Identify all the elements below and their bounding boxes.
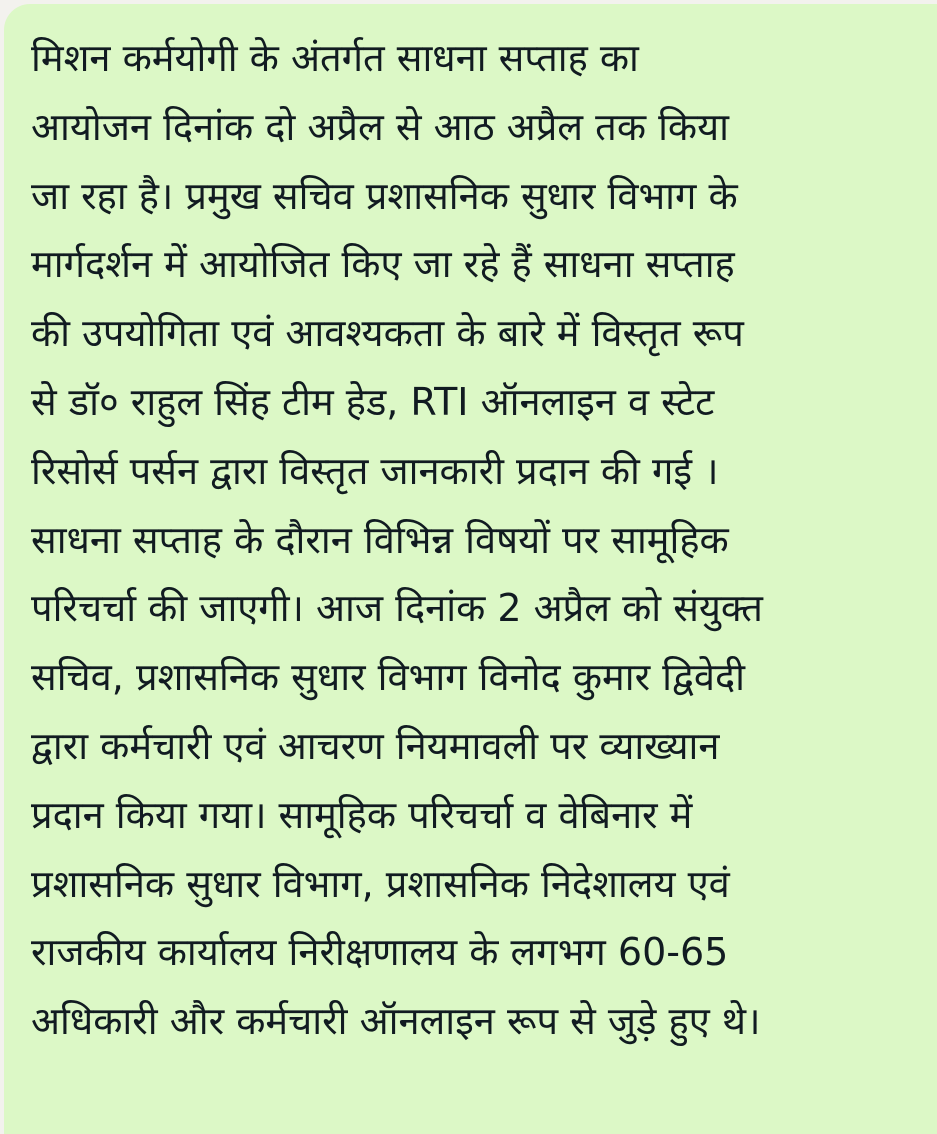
message-line: राजकीय कार्यालय निरीक्षणालय के लगभग 60-65 [31, 930, 729, 975]
message-line: सचिव, प्रशासनिक सुधार विभाग विनोद कुमार द्विवेदी [31, 655, 746, 700]
message-bubble[interactable] [4, 4, 937, 1134]
message-line: प्रशासनिक सुधार विभाग, प्रशासनिक निदेशालय एवं [31, 861, 730, 906]
message-line: मिशन कर्मयोगी के अंतर्गत साधना सप्ताह का [31, 36, 639, 80]
message-line: द्वारा कर्मचारी एवं आचरण नियमावली पर व्याख्यान [31, 723, 720, 768]
message-line: मार्गदर्शन में आयोजित किए जा रहे हैं साधना सप्ताह [31, 242, 735, 287]
message-line: अधिकारी और कर्मचारी ऑनलाइन रूप से जुड़े हुए थे। [31, 999, 761, 1044]
message-line: रिसोर्स पर्सन द्वारा विस्तृत जानकारी प्रदान की गई । [31, 448, 719, 493]
message-line: जा रहा है। प्रमुख सचिव प्रशासनिक सुधार विभाग के [31, 173, 738, 218]
message-line: आयोजन दिनांक दो अप्रैल से आठ अप्रैल तक किया [31, 104, 729, 149]
message-line: परिचर्चा की जाएगी। आज दिनांक 2 अप्रैल को संयुक्त [31, 586, 763, 631]
message-line: प्रदान किया गया। सामूहिक परिचर्चा व वेबिनार में [31, 792, 693, 837]
message-line: की उपयोगिता एवं आवश्यकता के बारे में विस्तृत रूप [31, 311, 744, 356]
message-line: से डॉ० राहुल सिंह टीम हेड, RTI ऑनलाइन व स्टेट [31, 379, 715, 424]
message-line: साधना सप्ताह के दौरान विभिन्न विषयों पर सामूहिक [31, 517, 729, 562]
